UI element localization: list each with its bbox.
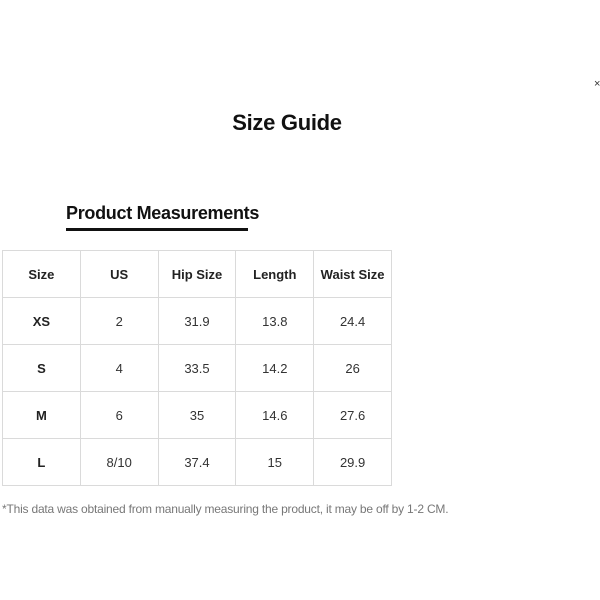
column-header-hip-size: Hip Size — [158, 251, 236, 298]
table-row — [3, 439, 392, 486]
column-header-waist-size: Waist Size — [314, 251, 392, 298]
page-title: Size Guide — [232, 110, 342, 135]
table-cell-length: 15 — [236, 439, 314, 486]
column-header-size: Size — [3, 251, 81, 298]
table-cell-waist-size: 29.9 — [314, 439, 392, 486]
table-row — [3, 298, 392, 345]
table-cell-hip-size: 35 — [158, 392, 236, 439]
footnote: *This data was obtained from manually measuring the product, it may be off by 1-2 CM. — [2, 502, 449, 516]
table-cell-hip-size: 33.5 — [158, 345, 236, 392]
table-cell-waist-size: 26 — [314, 345, 392, 392]
size-table — [2, 250, 392, 486]
column-header-length: Length — [236, 251, 314, 298]
table-cell-us: 2 — [80, 298, 158, 345]
table-cell-hip-size: 37.4 — [158, 439, 236, 486]
table-cell-us: 4 — [80, 345, 158, 392]
table-cell-length: 14.6 — [236, 392, 314, 439]
table-cell-length: 13.8 — [236, 298, 314, 345]
table-cell-size: S — [3, 345, 81, 392]
table-cell-waist-size: 27.6 — [314, 392, 392, 439]
table-cell-size: XS — [3, 298, 81, 345]
table-cell-size: M — [3, 392, 81, 439]
table-header-row — [3, 251, 392, 298]
table-cell-waist-size: 24.4 — [314, 298, 392, 345]
close-mark-icon: × — [594, 78, 600, 90]
column-header-us: US — [80, 251, 158, 298]
table-row — [3, 345, 392, 392]
table-cell-size: L — [3, 439, 81, 486]
table-row — [3, 392, 392, 439]
table-cell-us: 6 — [80, 392, 158, 439]
table-cell-hip-size: 31.9 — [158, 298, 236, 345]
table-cell-length: 14.2 — [236, 345, 314, 392]
table-cell-us: 8/10 — [80, 439, 158, 486]
section-heading: Product Measurements — [66, 203, 260, 223]
section-heading-underline — [66, 228, 248, 231]
